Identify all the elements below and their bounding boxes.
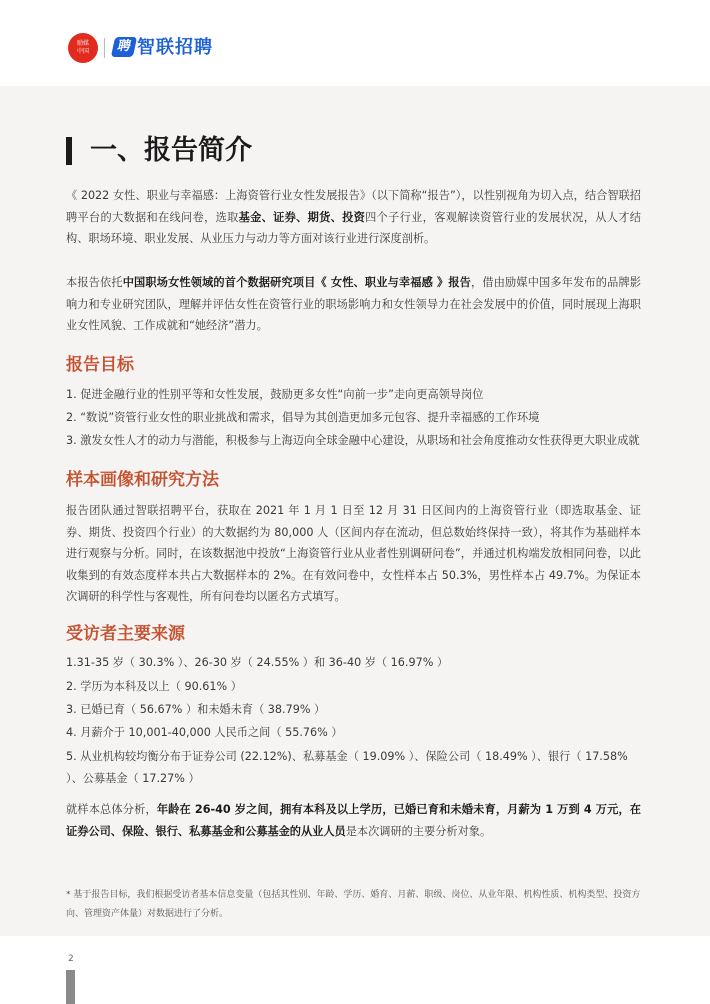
summary-text-end: 是本次调研的主要分析对象。 bbox=[345, 824, 492, 838]
respondent-item: 5. 从业机构较均衡分布于证券公司 (22.12%)、私募基金（ 19.09% ）、保险公司（ 18.49% ）、银行（ 17.58% ）、公募基金（ 17.27% ） bbox=[66, 750, 628, 785]
respondents-heading: 受访者主要来源 bbox=[66, 624, 185, 644]
goals-heading: 报告目标 bbox=[66, 355, 134, 375]
summary-paragraph bbox=[66, 799, 641, 842]
limei-logo-line2: 中国 bbox=[76, 48, 89, 55]
limei-logo bbox=[68, 33, 98, 63]
goal-item: 2. “数说”资管行业女性的职业挑战和需求，倡导为其创造更加多元包容、提升幸福感的工作环境 bbox=[66, 411, 540, 424]
page-header bbox=[0, 0, 710, 86]
summary-bold: 年龄在 26-40 岁之间，拥有本科及以上学历，已婚已育和未婚未育，月薪为 1 万到 4 万元，在证券公司、保险、银行、私募基金和公募基金的从业人员 bbox=[66, 803, 641, 838]
respondent-item: 3. 已婚已育（ 56.67% ）和未婚未育（ 38.79% ） bbox=[66, 703, 326, 716]
intro-p1-text: 《 2022 女性、职业与幸福感：上海资管行业女性发展报告》（以下简称“报告”），以性别视角为切入点，结合智联招聘平台的大数据和在线问卷，选取 bbox=[66, 189, 641, 224]
footnote: * 基于报告目标，我们根据受访者基本信息变量（包括其性别、年龄、学历、婚育、月薪、职级、岗位、从业年限、机构性质、机构类型、投资方向、管理资产体量）对数据进行了分析。 bbox=[66, 890, 641, 919]
goal-item: 3. 激发女性人才的动力与潜能，积极参与上海迈向全球金融中心建设，从职场和社会角度推动女性获得更大职业成就 bbox=[66, 434, 640, 447]
intro-paragraph-1 bbox=[66, 185, 641, 250]
intro-paragraph-2 bbox=[66, 272, 641, 337]
zhilian-logo-text: 智联招聘 bbox=[137, 37, 213, 58]
respondent-item: 4. 月薪介于 10,001-40,000 人民币之间（ 55.76% ） bbox=[66, 726, 343, 739]
summary-text: 就样本总体分析， bbox=[66, 803, 157, 816]
respondent-item: 2. 学历为本科及以上（ 90.61% ） bbox=[66, 680, 242, 693]
method-paragraph: 报告团队通过智联招聘平台，获取在 2021 年 1 月 1 日至 12 月 31 日区间内的上海资管行业（即选取基金、证券、期货、投资四个行业）的大数据约为 80,000 人（区间内存在流动，但总数始终保持一致），将其作为基础样本进行观察与分析。同时，在该数据池中投放“上海资管行业从业者性别调研问卷”，并通过机构端发放相同问卷，以此收集到的有效态度样本共占大数据样本的 2%。在有效问卷中，女性样本占 50.3%，男性样本占 49.7%。为保证本次调研的科学性与客观性，所有问卷均以匿名方式填写。 bbox=[66, 504, 641, 603]
method-heading: 样本画像和研究方法 bbox=[66, 470, 219, 490]
intro-p1-text-end: 四个子行业，客观解读资管行业的发展状况，从人才结构、职场环境、职业发展、从业压力与动力等方面对该行业进行深度剖析。 bbox=[66, 210, 641, 245]
page-number: 2 bbox=[68, 954, 74, 964]
page-title: 一、报告简介 bbox=[90, 135, 252, 166]
page-number-bar bbox=[66, 970, 75, 1004]
goal-item: 1. 促进金融行业的性别平等和女性发展，鼓励更多女性“向前一步”走向更高领导岗位 bbox=[66, 388, 484, 401]
intro-p2-text: 本报告依托 bbox=[66, 276, 123, 289]
intro-p1-bold: 基金、证券、期货、投资 bbox=[238, 210, 366, 224]
intro-p2-text-end: ，借由励媒中国多年发布的品牌影响力和专业研究团队，理解并评估女性在资管行业的职场影响力和女性领导力在社会发展中的价值，同时展现上海职业女性风貌、工作成就和“她经济”潜力。 bbox=[66, 276, 641, 332]
intro-p2-bold: 中国职场女性领域的首个数据研究项目《 女性、职业与幸福感 》报告 bbox=[122, 276, 472, 289]
respondent-item: 1.31-35 岁（ 30.3% ）、26-30 岁（ 24.55% ）和 36-40 岁（ 16.97% ） bbox=[66, 656, 449, 669]
title-accent-bar bbox=[66, 137, 72, 165]
logo-divider bbox=[104, 38, 105, 58]
limei-logo-line1: 励媒 bbox=[76, 40, 89, 47]
zhilian-logo-mark: 聘 bbox=[111, 37, 137, 57]
